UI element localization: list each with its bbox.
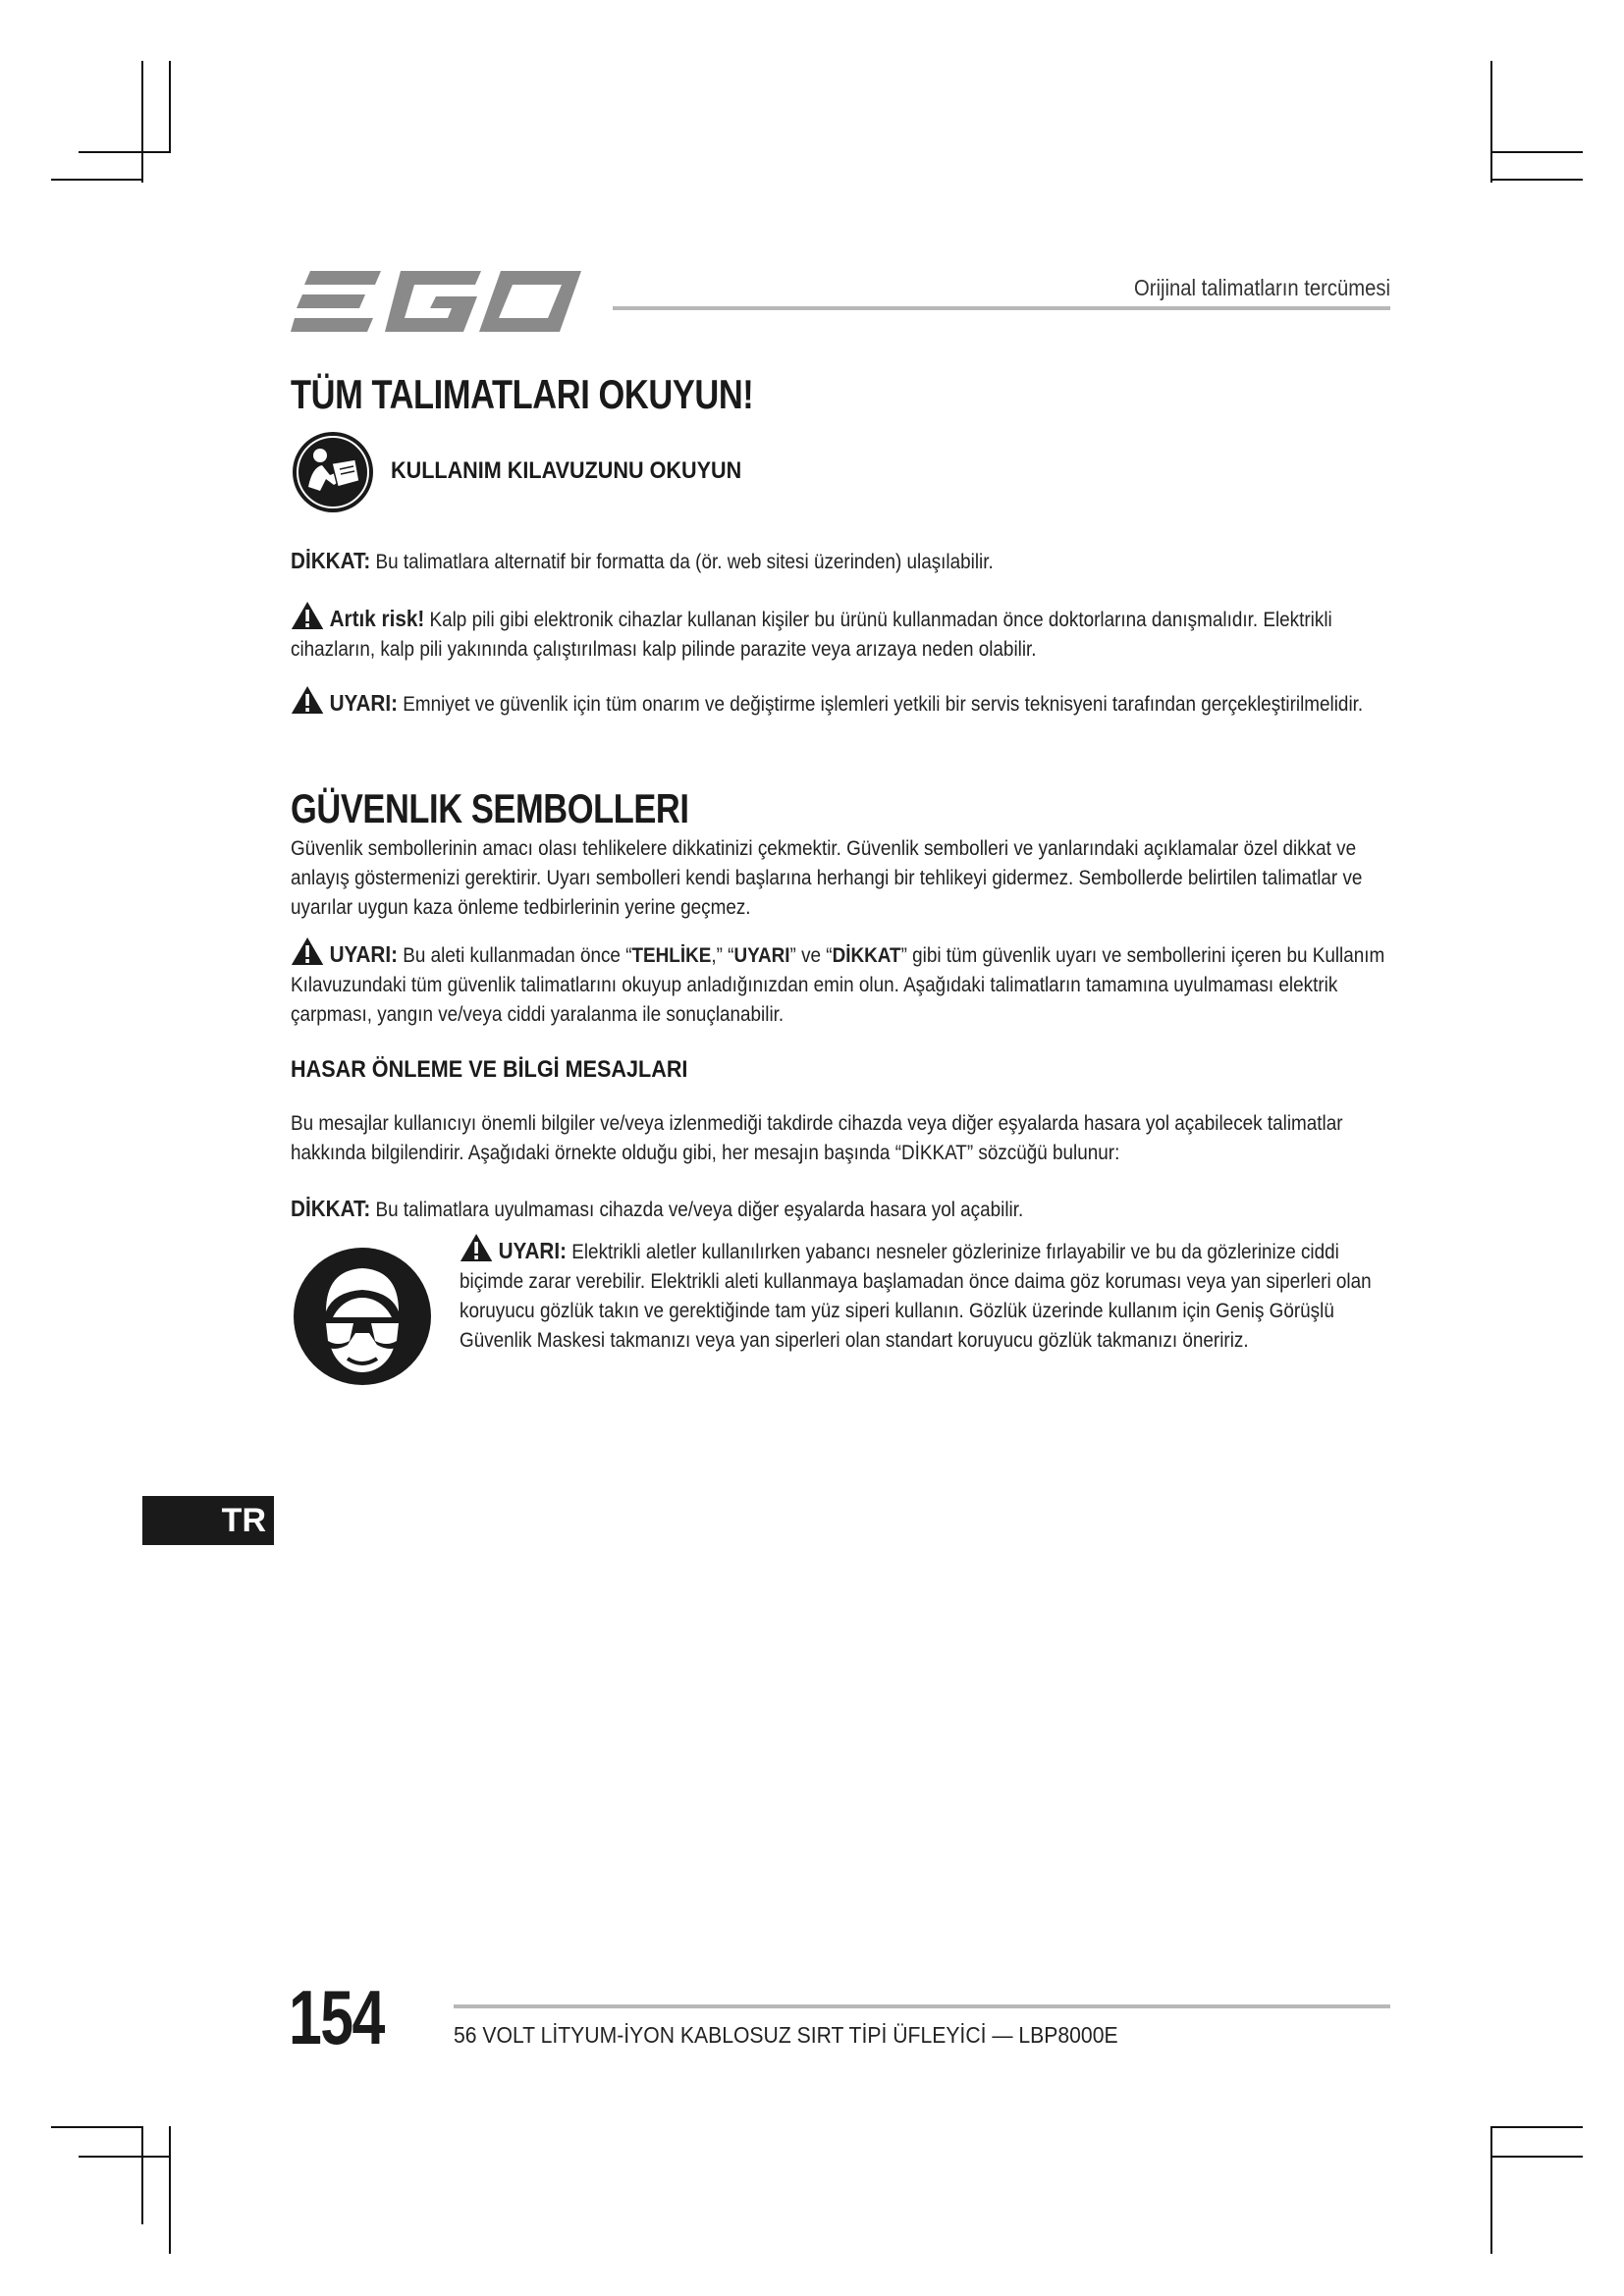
ego-logo: [291, 269, 585, 338]
notice-lead: DİKKAT:: [291, 1196, 371, 1221]
residual-risk-lead: Artık risk!: [329, 606, 425, 631]
term-warning: UYARI: [733, 944, 790, 967]
warning-text: ” ve “: [789, 944, 833, 967]
footer-rule: [454, 2004, 1390, 2008]
safety-goggles-icon: [293, 1247, 432, 1386]
warning-eye-protection: [460, 1233, 1401, 1356]
warning-repair: [291, 685, 1386, 720]
warning-text: Emniyet ve güvenlik için tüm onarım ve değiştirme işlemleri yetkili bir servis teknisyeni tarafından gerçekleştirilmelidir.: [397, 693, 1364, 716]
footer-product: 56 VOLT LİTYUM-İYON KABLOSUZ SIRT TİPİ ÜFLEYİCİ — LBP8000E: [454, 2022, 1118, 2048]
page-title: TÜM TALIMATLARI OKUYUN!: [291, 371, 754, 417]
warning-read-manual: [291, 936, 1386, 1030]
warning-lead: UYARI:: [498, 1238, 567, 1263]
section-intro: Güvenlik sembollerinin amacı olası tehlikelere dikkatinizi çekmektir. Güvenlik sembolleri ve yanlarındaki açıklamalar özel dikkat ve anlayış göstermenizi gerektirir. Uyarı sembolleri kendi başlarına herhangi bir tehlikeyi gidermez. Sembollerde belirtilen talimatlar ve uyarılar uygun kaza önleme tedbirlerinin yerine geçmez.: [291, 837, 1363, 919]
notice-text: Bu talimatlara uyulmaması cihazda ve/veya diğer eşyalarda hasara yol açabilir.: [370, 1199, 1024, 1221]
notice-caution-example: [291, 1194, 1386, 1225]
notice-lead: DİKKAT:: [291, 548, 371, 573]
header-rule: [613, 306, 1390, 310]
warning-triangle-icon: [291, 936, 324, 966]
warning-lead: UYARI:: [329, 690, 398, 716]
language-tab: TR: [142, 1496, 274, 1545]
warning-text: Bu aleti kullanmadan önce “: [397, 944, 632, 967]
section-title: GÜVENLIK SEMBOLLERI: [291, 785, 689, 831]
warning-triangle-icon: [291, 601, 324, 630]
residual-risk-notice: [291, 601, 1386, 665]
read-manual-icon: [291, 430, 375, 514]
term-caution: DİKKAT: [832, 944, 901, 967]
term-danger: TEHLİKE: [631, 944, 712, 967]
notice-text: Bu talimatlara alternatif bir formatta da (ör. web sitesi üzerinden) ulaşılabilir.: [370, 551, 994, 573]
warning-text: ,” “: [711, 944, 734, 967]
subsection-text: Bu mesajlar kullanıcıyı önemli bilgiler ve/veya izlenmediği takdirde cihazda veya diğer eşyalarda hasara yol açabilecek talimatlar hakkında bilgilendirir. Aşağıdaki örnekte olduğu gibi, her mesajın başında “DİKKAT” sözcüğü bulunur:: [291, 1112, 1343, 1164]
warning-text: Elektrikli aletler kullanılırken yabancı nesneler gözlerinize fırlayabilir ve bu da gözlerinize ciddi biçimde zarar verebilir. Elektrikli aleti kullanmaya başlamadan önce daima göz koruması veya yan siperleri olan koruyucu gözlük takın ve gerektiğinde tam yüz siperi kullanın. Gözlük üzerinde kullanım için Geniş Görüşlü Güvenlik Maskesi takmanızı veya yan siperleri olan standart koruyucu gözlük takmanızı öneririz.: [460, 1241, 1372, 1352]
warning-triangle-icon: [291, 685, 324, 715]
warning-lead: UYARI:: [329, 941, 398, 967]
read-manual-label: KULLANIM KILAVUZUNU OKUYUN: [391, 457, 742, 484]
header-subtitle: Orijinal talimatların tercümesi: [1134, 275, 1390, 300]
warning-text: ” gibi tüm güvenlik uyarı ve sembollerini içeren bu Kullanım Kılavuzundaki tüm güvenlik talimatlarını okuyup anladığınızdan emin olun. Aşağıdaki talimatların tamamına uyulmaması elektrik çarpması, yangın ve/veya ciddi yaralanma ile sonuçlanabilir.: [291, 944, 1385, 1026]
warning-triangle-icon: [460, 1233, 493, 1262]
page-number: 154: [289, 1974, 384, 2060]
notice-caution: [291, 546, 1386, 577]
residual-risk-text: Kalp pili gibi elektronik cihazlar kullanan kişiler bu ürünü kullanmadan önce doktorlarına danışmalıdır. Elektrikli cihazların, kalp pili yakınında çalıştırılması kalp pilinde parazite veya arızaya neden olabilir.: [291, 609, 1332, 661]
subsection-title: HASAR ÖNLEME VE BİLGİ MESAJLARI: [291, 1056, 688, 1083]
